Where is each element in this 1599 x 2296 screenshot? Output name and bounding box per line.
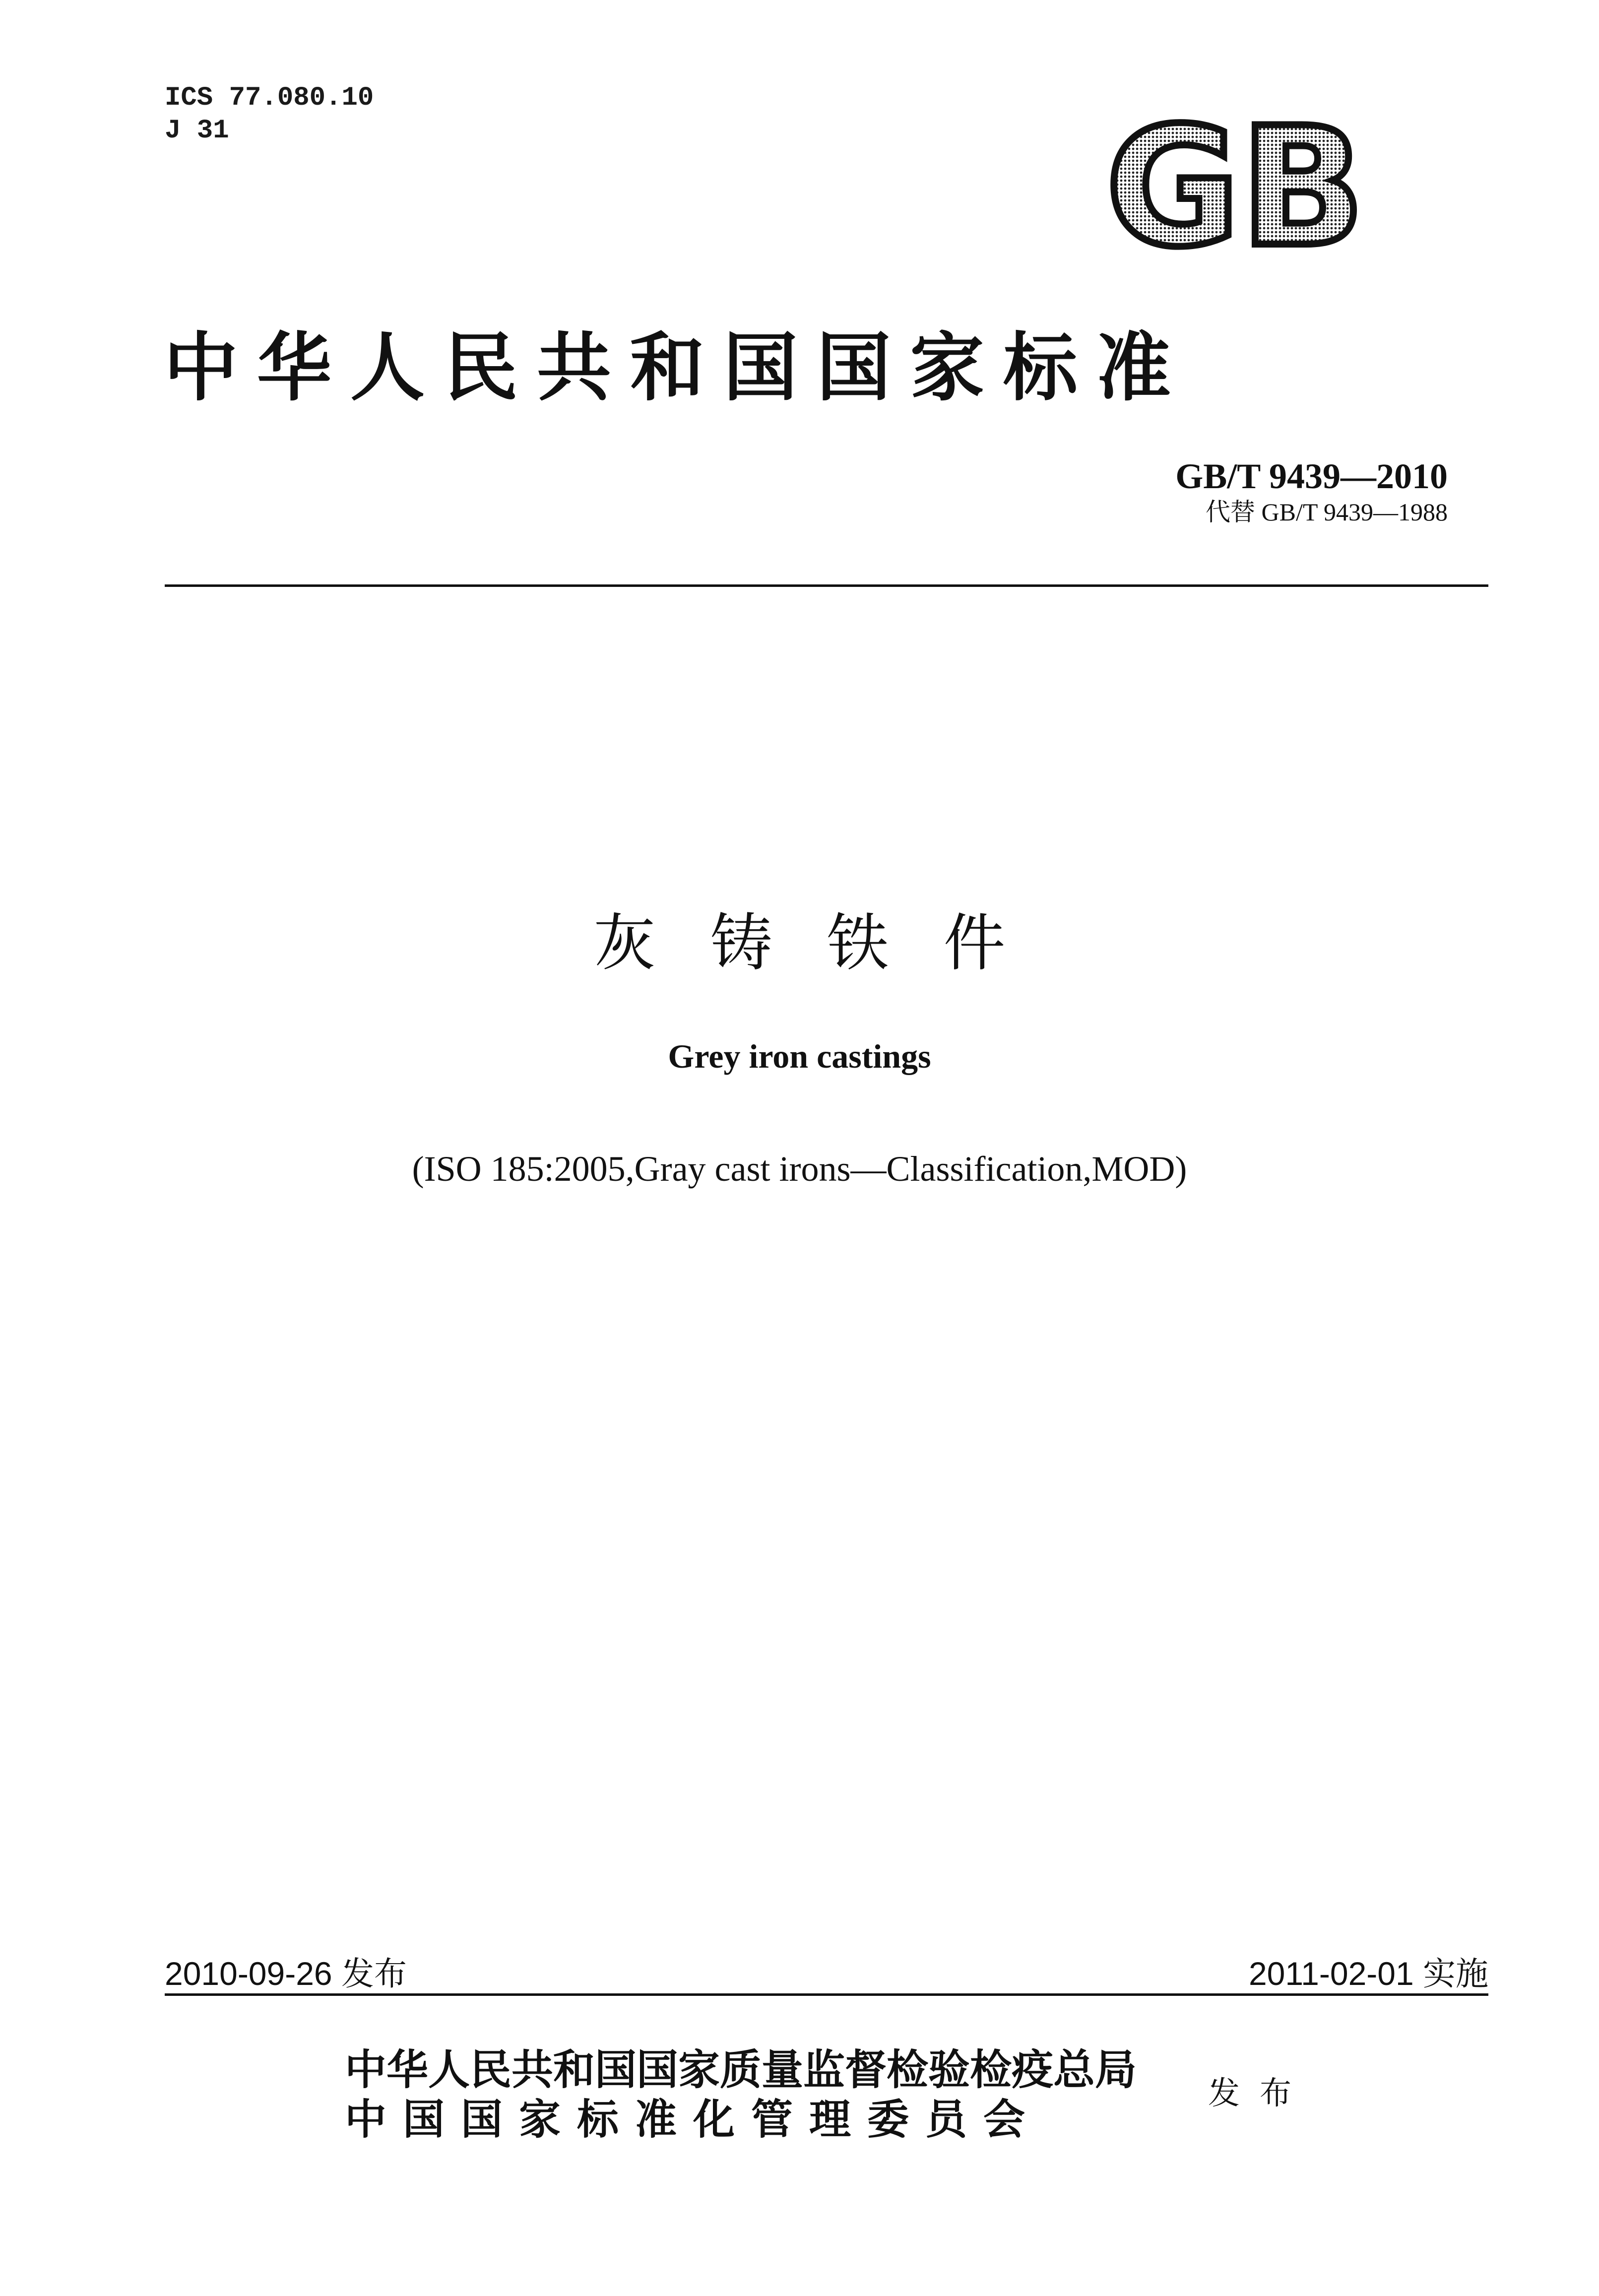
classification-codes [165, 82, 374, 147]
issuing-authorities [345, 2045, 1137, 2144]
document-title-en: Grey iron castings [668, 1037, 931, 1075]
footer-divider [165, 1993, 1488, 1996]
header-divider [165, 584, 1488, 587]
issuer-aqsiq: 中华人民共和国国家质量监督检验检疫总局 [345, 2045, 1137, 2094]
ics-code: ICS 77.080.10 [165, 83, 374, 113]
replaces-standard: 代替 GB/T 9439—1988 [1206, 498, 1448, 526]
implementation-date: 2011-02-01 实施 [1248, 1955, 1488, 1992]
issue-date: 2010-09-26 发布 [165, 1955, 407, 1992]
iso-reference: (ISO 185:2005,Gray cast irons—Classification,MOD) [412, 1149, 1187, 1189]
svg-text:GB: GB [1105, 99, 1365, 273]
ccs-code: J 31 [165, 116, 229, 146]
issuer-sac: 中国国家标准化管理委员会 [345, 2095, 1042, 2144]
standard-type-title: 中华人民共和国国家标准 [164, 324, 1190, 411]
standard-number: GB/T 9439—2010 [1175, 456, 1448, 496]
issued-by-label: 发布 [1208, 2075, 1311, 2112]
document-title-cn: 灰铸铁件 [593, 907, 1060, 979]
gb-logo [1072, 99, 1399, 273]
